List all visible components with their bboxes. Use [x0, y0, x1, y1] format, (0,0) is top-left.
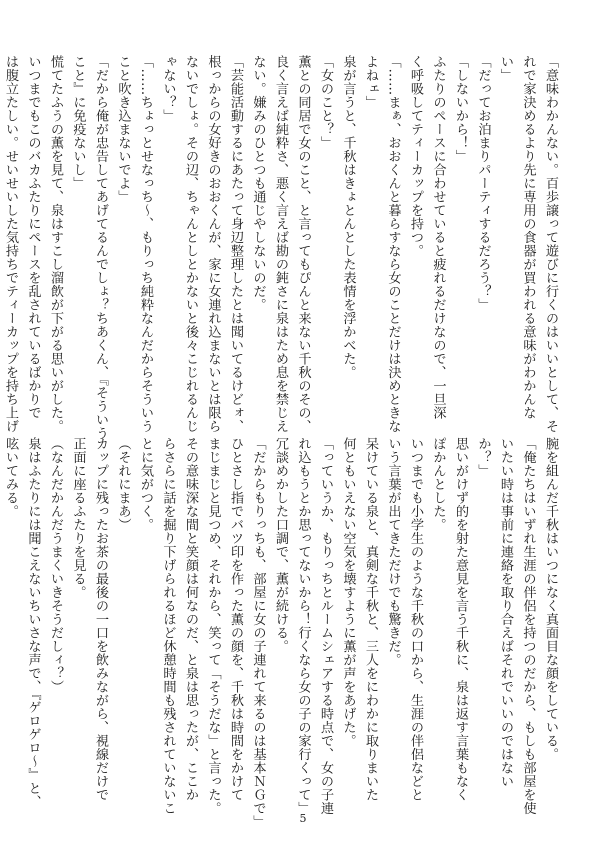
text-line: ないでしょ。その辺、ちゃんとしとかないと後々こじれるんじ — [183, 55, 198, 433]
text-line: れで家決めるより先に専用の食器が買われる意味がわかんな — [520, 55, 536, 420]
text-line: 「だから俺が忠告してあげてるんでしょ？ちあくん、『そういう — [93, 55, 108, 440]
text-line: ふたりのペースに合わせていると疲れるだけなので、一旦深 — [430, 55, 446, 420]
text-line: は腹立たしい。せいせいした気持ちでティーカップを持ち上げ — [3, 55, 18, 433]
text-line: まじまじと見つめ、それから、笑って「そうだな」と言った。 — [205, 437, 221, 815]
text-line: いつまでもこのバカふたりにペースを乱されているばかりで — [25, 55, 41, 420]
text-line: 慌てたふうの薫を見て、泉はすこし溜飲が下がる思いがした。 — [48, 55, 63, 433]
text-line: く呼吸してティーカップを持つ。 — [408, 55, 423, 258]
text-line: 腕を組んだ千秋はいつになく真面目な顔をしている。 — [543, 437, 558, 761]
text-line: か？」 — [475, 437, 491, 478]
page-number: 5 — [299, 812, 307, 825]
text-line: 良く言えば純粋さ、悪く言えば勘の鈍さに泉はため息を禁じえ — [273, 55, 288, 433]
text-line: 思いがけず的を射た意見を言う千秋に、泉は返す言葉もなく — [453, 437, 468, 802]
text-line: 「だからもりっちも、部屋に女の子連れて来るのは基本ＮＧで」 — [250, 437, 266, 829]
text-line: 呟いてみる。 — [3, 437, 18, 518]
text-line: 「女のこと？」 — [318, 55, 333, 150]
text-line: 正面に座るふたりを見る。 — [70, 437, 86, 599]
text-line: いう言葉が出てきただけでも驚きだ。 — [385, 437, 401, 667]
text-line: こと吹き込まないでよ」 — [115, 55, 131, 204]
text-line: らさらに話を掘り下げられるほど休憩時間も残されていないこ — [160, 437, 176, 815]
text-line: 根っからの女好きのおおくんが、家に女連れ込まないとは限ら — [205, 55, 221, 433]
text-line: 冗談めかした口調で、薫が続ける。 — [273, 437, 288, 653]
text-line: 泉が言うと、千秋はきょとんとした表情を浮かべた。 — [340, 55, 356, 379]
text-line: こと』に免疫ないし」 — [70, 55, 86, 190]
text-line: いたい時は事前に連絡を取り合えばそれでいいのではない — [498, 437, 513, 788]
text-line: 「意味わかんない。百歩譲って遊びに行くのはいいとして、そ — [543, 55, 558, 433]
text-line: 呆けている泉と、真剣な千秋と、三人をにわかに取りまいた — [363, 437, 378, 802]
text-line: 泉はふたりには聞こえないちいさな声で、『ゲロゲロ〜』と、 — [25, 437, 41, 809]
text-line: 「っていうか、もりっちとルームシェアする時点で、女の子連 — [318, 437, 333, 815]
text-line: ない。嫌みのひとつも通じやしないのだ。 — [250, 55, 266, 312]
text-line: 「しないから！」 — [453, 55, 468, 163]
text-line: 「俺たちはいずれ生涯の伴侶を持つのだから、もしも部屋を使 — [520, 437, 536, 815]
lower-text-block — [3, 437, 561, 829]
text-line: れ込もうとか思ってないから！行くなら女の子の家行くって」 — [295, 437, 311, 815]
text-line: 「……ちょっとせなっち〜、もりっち純粋なんだからそういう — [138, 55, 153, 433]
text-line: 何ともいえない空気を壊すように薫が声をあげた。 — [340, 437, 356, 748]
text-line: （なんだかんだうまくいきそうだしィ？） — [48, 437, 63, 694]
text-line: ぽかんとした。 — [430, 437, 446, 532]
text-line: その意味深な間と笑顔は何なのだ、と泉は思ったが、ここか — [183, 437, 198, 802]
text-line: （それにまあ） — [115, 437, 131, 532]
text-line: よねェ」 — [363, 55, 378, 109]
text-line: 「芸能活動するにあたって身辺整理したとは聞いてるけどォ、 — [228, 55, 243, 433]
text-line: 「だってお泊まりパーティするだろう？」 — [475, 55, 491, 312]
text-line: 「……まぁ、おおくんと暮らすなら女のことだけは決めときな — [385, 55, 401, 433]
text-line: いつまでも小学生のような千秋の口から、生涯の伴侶などと — [408, 437, 423, 802]
text-line: ゃない？」 — [160, 55, 176, 123]
upper-text-block — [3, 55, 561, 440]
text-line: とに気がつく。 — [138, 437, 153, 532]
text-line: ひとさし指でバツ印を作った薫の顔を、千秋は時間をかけて — [228, 437, 243, 802]
text-line: カップに残ったお茶の最後の一口を飲みながら、視線だけで — [93, 437, 108, 802]
text-line: い」 — [498, 55, 513, 82]
text-line: 薫との同居で女のこと、と言ってもぴんと来ない千秋のその、 — [295, 55, 311, 433]
